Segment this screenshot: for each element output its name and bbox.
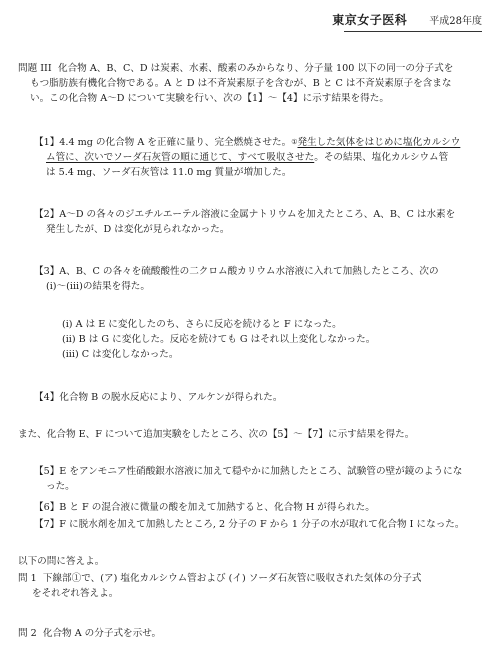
- item-1-text: 4.4 mg の化合物 A を正確に量り、完全燃焼させた。: [59, 137, 292, 148]
- question-1-line-2: をそれぞれ答えよ。: [32, 587, 119, 599]
- item-3-line-1: [34, 265, 474, 280]
- additional-experiments-lead: また、化合物 E、F について追加実験をしたところ、次の【5】〜【7】に示す結果を得た。: [18, 429, 415, 440]
- item-6-tag: 【6】: [34, 502, 60, 513]
- item-3-text: A、B、C の各々を硫酸酸性の二クロム酸カリウム水溶液に入れて加熱したところ、次の: [59, 266, 439, 277]
- question-1-label: 問 1: [18, 573, 37, 584]
- item-3-tag: 【3】: [34, 266, 60, 277]
- item-1-tag: 【1】: [34, 137, 60, 148]
- intro-text-1: 化合物 A、B、C、D は炭素、水素、酸素のみからなり、分子量 100 以下の同一の分子式を: [58, 63, 454, 74]
- item-3: [34, 265, 474, 295]
- item-2-text: A〜D の各々のジエチルエーテル溶液に金属ナトリウムを加えたところ、A、B、C は水素を: [59, 209, 456, 220]
- question-2: [18, 627, 478, 642]
- questions-lead: 以下の問に答えよ。: [18, 556, 105, 567]
- item-3-line-2: (i)〜(iii)の結果を得た。: [46, 280, 150, 292]
- school-name: 東京女子医科: [332, 13, 408, 27]
- item-7: [34, 518, 474, 533]
- item-5-tag: 【5】: [34, 466, 60, 477]
- item-7-line-1: [34, 518, 474, 533]
- question-2-line-1: [18, 627, 478, 642]
- item-6-text: B と F の混合液に微量の酸を加えて加熱すると、化合物 H が得られた。: [59, 502, 375, 513]
- item-5-line-2: った。: [46, 480, 75, 492]
- underlined-text-2: ム管に、次いでソーダ石灰管の順に通じて、すべて吸収させた: [46, 151, 315, 163]
- item-6-line-1: [34, 501, 474, 516]
- underline-marker: ①: [291, 138, 298, 146]
- item-5-line-1: [34, 465, 474, 480]
- item-2-line-2: 発生したが、D は変化が見られなかった。: [46, 223, 230, 235]
- item-7-text: F に脱水剤を加えて加熱したところ, 2 分子の F から 1 分子の水が取れて化合物 I になった。: [59, 519, 465, 530]
- problem-number: 問題 III: [18, 63, 52, 74]
- page-header: [332, 11, 482, 30]
- item-1-after: 。その結果、塩化カルシウム管: [314, 151, 449, 163]
- item-2: [34, 208, 474, 238]
- item-4-tag: 【4】: [34, 392, 60, 403]
- item-4-line-1: [34, 391, 474, 406]
- intro-line-1: [18, 62, 478, 77]
- problem-intro: [18, 62, 478, 107]
- question-2-text: 化合物 A の分子式を示せ。: [42, 628, 162, 639]
- item-1-line-2: [34, 151, 474, 166]
- item-1-line-3: は 5.4 mg、ソーダ石灰管は 11.0 mg 質量が増加した。: [46, 166, 292, 178]
- item-6: [34, 501, 474, 516]
- question-1-line-1: [18, 572, 478, 587]
- sub-result-ii: (ii) B は G に変化した。反応を続けても G はそれ以上変化しなかった。: [62, 333, 376, 345]
- sub-result-i: (i) A は E に変化したのち、さらに反応を続けると F になった。: [62, 319, 342, 330]
- intro-line-3: い。この化合物 A〜D について実験を行い、次の【1】〜【4】に示す結果を得た。: [30, 92, 389, 104]
- item-3-subresults: [62, 318, 472, 363]
- item-1: [34, 136, 474, 181]
- item-7-tag: 【7】: [34, 519, 60, 530]
- item-2-tag: 【2】: [34, 209, 60, 220]
- item-2-line-1: [34, 208, 474, 223]
- intro-line-2: もつ脂肪族有機化合物である。A と D は不斉炭素原子を含むが、B と C は不斉炭素原子を含まな: [30, 77, 452, 89]
- item-5-text: E をアンモニア性硝酸銀水溶液に加えて穏やかに加熱したところ、試験管の壁が鏡のようにな: [59, 466, 463, 477]
- item-1-line-1: [34, 136, 474, 151]
- question-2-label: 問 2: [18, 628, 37, 639]
- exam-year: 平成28年度: [429, 16, 482, 27]
- header-rule: [344, 31, 482, 32]
- sub-result-iii: (iii) C は変化しなかった。: [62, 348, 179, 360]
- item-4: [34, 391, 474, 406]
- item-5: [34, 465, 474, 495]
- underlined-text-1: 発生した気体をはじめに塩化カルシウ: [297, 137, 461, 148]
- question-1-text: 下線部①で、(ア) 塩化カルシウム管および (イ) ソーダ石灰管に吸収された気体の分子式: [42, 573, 422, 584]
- question-1: [18, 572, 478, 602]
- item-4-text: 化合物 B の脱水反応により、アルケンが得られた。: [59, 392, 283, 403]
